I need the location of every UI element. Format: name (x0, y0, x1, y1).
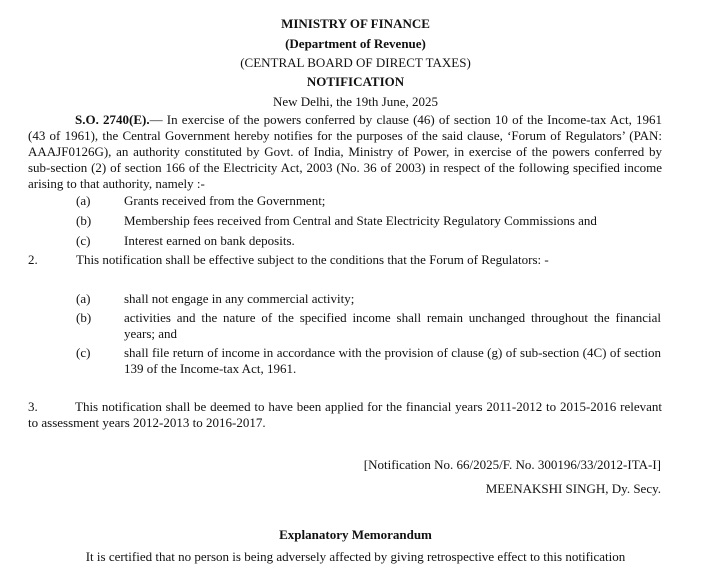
paragraph-2-text: This notification shall be effective subject to the conditions that the Forum of Regulators: - (76, 252, 549, 267)
condition-c-text: shall file return of income in accordance with the provision of clause (g) of sub-section (4C) of section 139 of the Income-tax Act, 1961. (124, 345, 661, 376)
place-date: New Delhi, the 19th June, 2025 (272, 94, 438, 109)
memorandum-title: Explanatory Memorandum (279, 527, 432, 542)
income-item-c-text: Interest earned on bank deposits. (124, 233, 295, 248)
condition-a-label: (a) (76, 291, 91, 306)
ministry-heading: MINISTRY OF FINANCE (281, 16, 430, 31)
notification-reference: [Notification No. 66/2025/F. No. 300196/33/2012-ITA-I] (363, 457, 661, 472)
condition-b-text: activities and the nature of the specified income shall remain unchanged throughout the financial years; and (124, 310, 661, 341)
signatory: MEENAKSHI SINGH, Dy. Secy. (485, 481, 661, 496)
paragraph-1-text: — In exercise of the powers conferred by clause (46) of section 10 of the Income-tax Act, 1961 (43 of 1961), the Central Government hereby notifies for the purposes of the said clause, ‘Forum of Regulators’ (PAN: AAAJF0126G), an authority constituted by Govt. of India, Ministry of Power, in exercise of the powers conferred by sub-section (2) of section 166 of the Electricity Act, 2003 (No. 36 of 2003) in respect of the following specified income arising to that authority, namely :- (28, 112, 662, 191)
income-item-a-text: Grants received from the Government; (124, 193, 326, 208)
paragraph-3-text: This notification shall be deemed to have been applied for the financial years 2011-2012 to 2015-2016 relevant to assessment years 2012-2013 to 2016-2017. (28, 399, 662, 430)
condition-c-label: (c) (76, 345, 91, 360)
board-heading: (CENTRAL BOARD OF DIRECT TAXES) (240, 55, 471, 70)
paragraph-2-number: 2. (28, 252, 38, 267)
condition-a-text: shall not engage in any commercial activity; (124, 291, 355, 306)
department-heading: (Department of Revenue) (285, 36, 426, 51)
so-number: S.O. 2740(E). (75, 112, 150, 127)
paragraph-3-number: 3. (28, 399, 38, 414)
income-item-c-label: (c) (76, 233, 91, 248)
paragraph-3 (28, 399, 662, 431)
notification-title: NOTIFICATION (306, 74, 405, 89)
income-item-a-label: (a) (76, 193, 91, 208)
memorandum-text: It is certified that no person is being adversely affected by giving retrospective effect to this notification (85, 549, 626, 564)
income-item-b-text: Membership fees received from Central and State Electricity Regulatory Commissions and (124, 213, 597, 228)
condition-b-label: (b) (76, 310, 92, 325)
income-item-b-label: (b) (76, 213, 92, 228)
paragraph-1 (28, 112, 662, 192)
